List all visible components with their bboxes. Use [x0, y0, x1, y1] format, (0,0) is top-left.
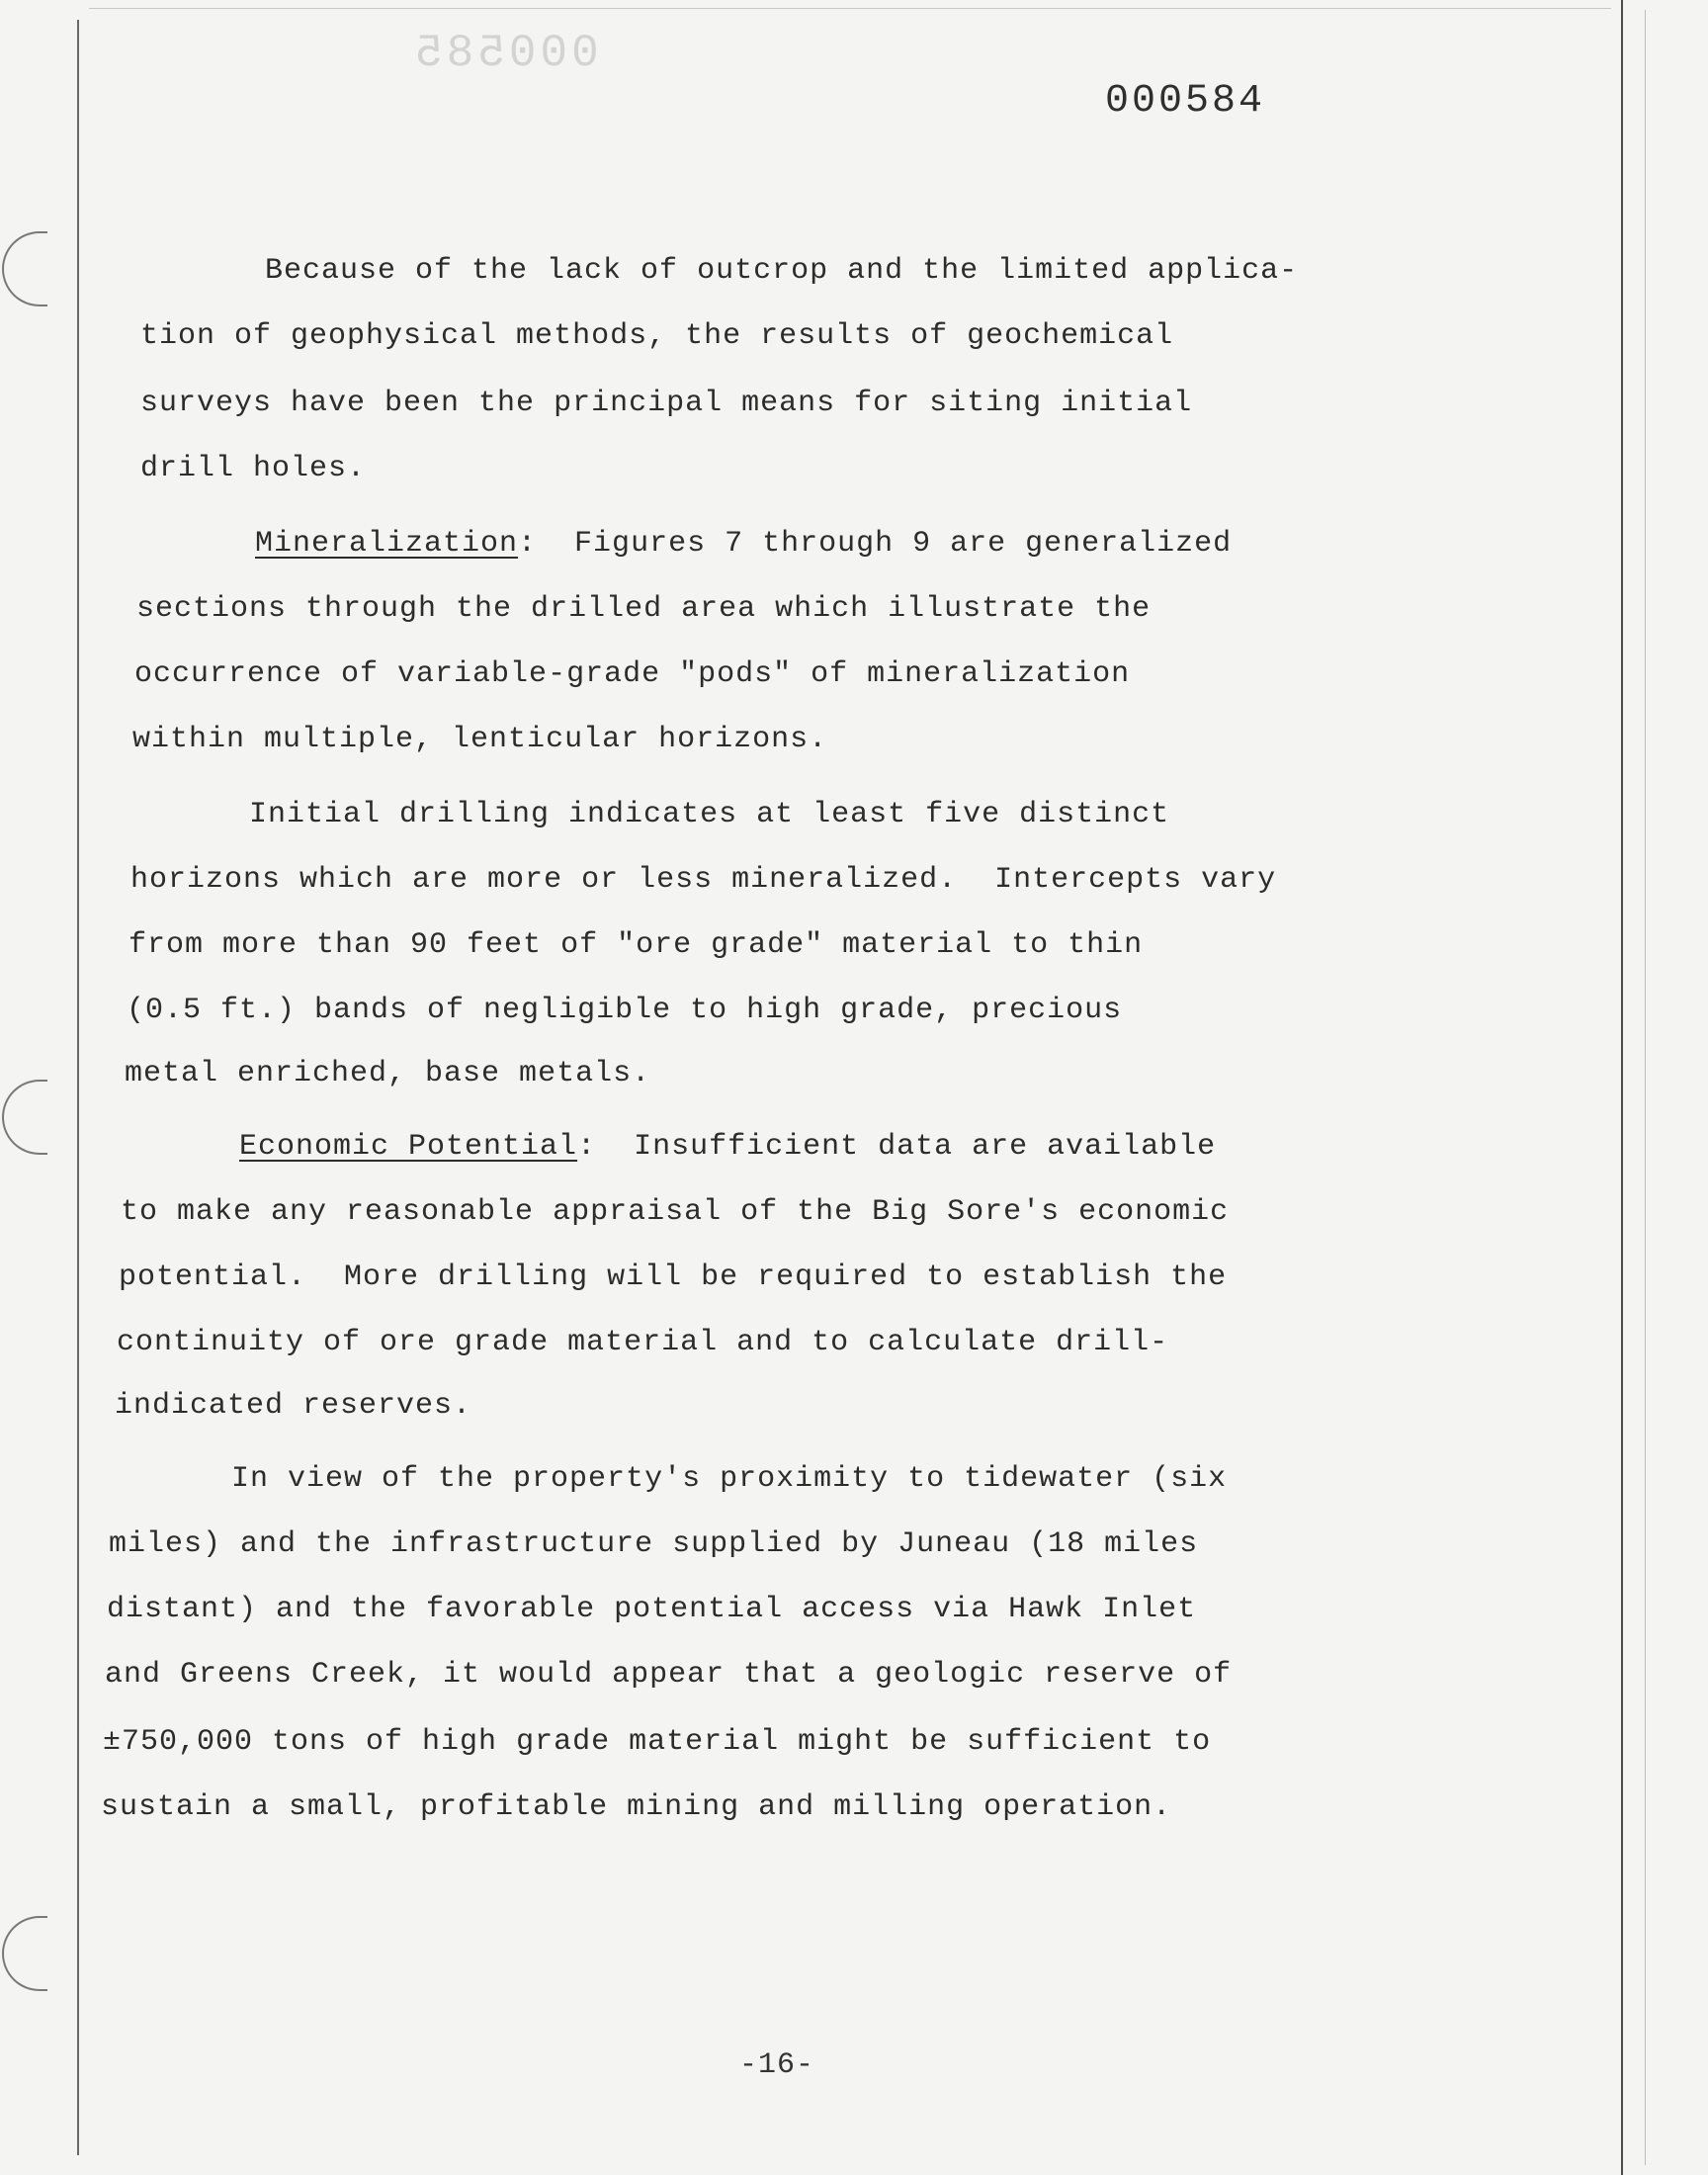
paragraph-2-line-3: occurrence of variable-grade "pods" of mineralization: [134, 657, 1131, 691]
paragraph-4-line-5: indicated reserves.: [115, 1389, 472, 1423]
binder-hole-bottom: [2, 1916, 47, 1991]
paragraph-2-line-1-text: : Figures 7 through 9 are generalized: [518, 527, 1233, 561]
paragraph-4-line-3: potential. More drilling will be required to establish the: [119, 1261, 1228, 1294]
binder-hole-middle: [2, 1080, 47, 1155]
paragraph-5-line-4: and Greens Creek, it would appear that a geologic reserve of: [105, 1658, 1233, 1692]
paragraph-5-line-3: distant) and the favorable potential access via Hawk Inlet: [107, 1593, 1197, 1626]
binder-hole-top: [2, 231, 47, 306]
paragraph-1-line-1: Because of the lack of outcrop and the limited applica-: [265, 254, 1299, 288]
right-edge-shadow: [1645, 10, 1646, 2165]
paragraph-5-line-2: miles) and the infrastructure supplied by Juneau (18 miles: [109, 1527, 1199, 1561]
bleed-through-number: 000585: [411, 28, 599, 79]
paragraph-2-line-1: [255, 526, 1232, 562]
top-edge-line: [89, 8, 1611, 9]
bates-page-number: 000584: [1105, 79, 1266, 124]
paragraph-1-line-3: surveys have been the principal means for siting initial: [140, 387, 1193, 420]
paragraph-5-line-1: In view of the property's proximity to tidewater (six: [231, 1462, 1228, 1496]
economic-potential-heading: Economic Potential: [239, 1130, 578, 1164]
paragraph-3-line-2: horizons which are more or less mineralized. Intercepts vary: [130, 863, 1277, 897]
paragraph-4-line-4: continuity of ore grade material and to calculate drill-: [117, 1326, 1169, 1359]
paragraph-3-line-4: (0.5 ft.) bands of negligible to high grade, precious: [127, 994, 1123, 1027]
paragraph-3-line-1: Initial drilling indicates at least five distinct: [249, 798, 1170, 831]
footer-page-number: -16-: [739, 2048, 815, 2082]
left-margin-rule: [77, 20, 79, 2155]
paragraph-4-line-1: [239, 1129, 1216, 1165]
paragraph-4-line-1-text: : Insufficient data are available: [577, 1130, 1217, 1164]
paragraph-3-line-5: metal enriched, base metals.: [125, 1057, 651, 1090]
paragraph-4-line-2: to make any reasonable appraisal of the Big Sore's economic: [121, 1195, 1230, 1229]
mineralization-heading: Mineralization: [255, 527, 519, 561]
paragraph-5-line-5: ±750,000 tons of high grade material might be sufficient to: [103, 1725, 1212, 1759]
paragraph-2-line-4: within multiple, lenticular horizons.: [132, 723, 828, 756]
paragraph-2-line-2: sections through the drilled area which illustrate the: [136, 592, 1152, 626]
paragraph-1-line-4: drill holes.: [140, 452, 367, 485]
right-edge-rule: [1621, 0, 1623, 2175]
paragraph-1-line-2: tion of geophysical methods, the results of geochemical: [140, 319, 1174, 353]
paragraph-3-line-3: from more than 90 feet of "ore grade" material to thin: [128, 928, 1144, 962]
paragraph-5-line-6: sustain a small, profitable mining and milling operation.: [101, 1790, 1172, 1824]
